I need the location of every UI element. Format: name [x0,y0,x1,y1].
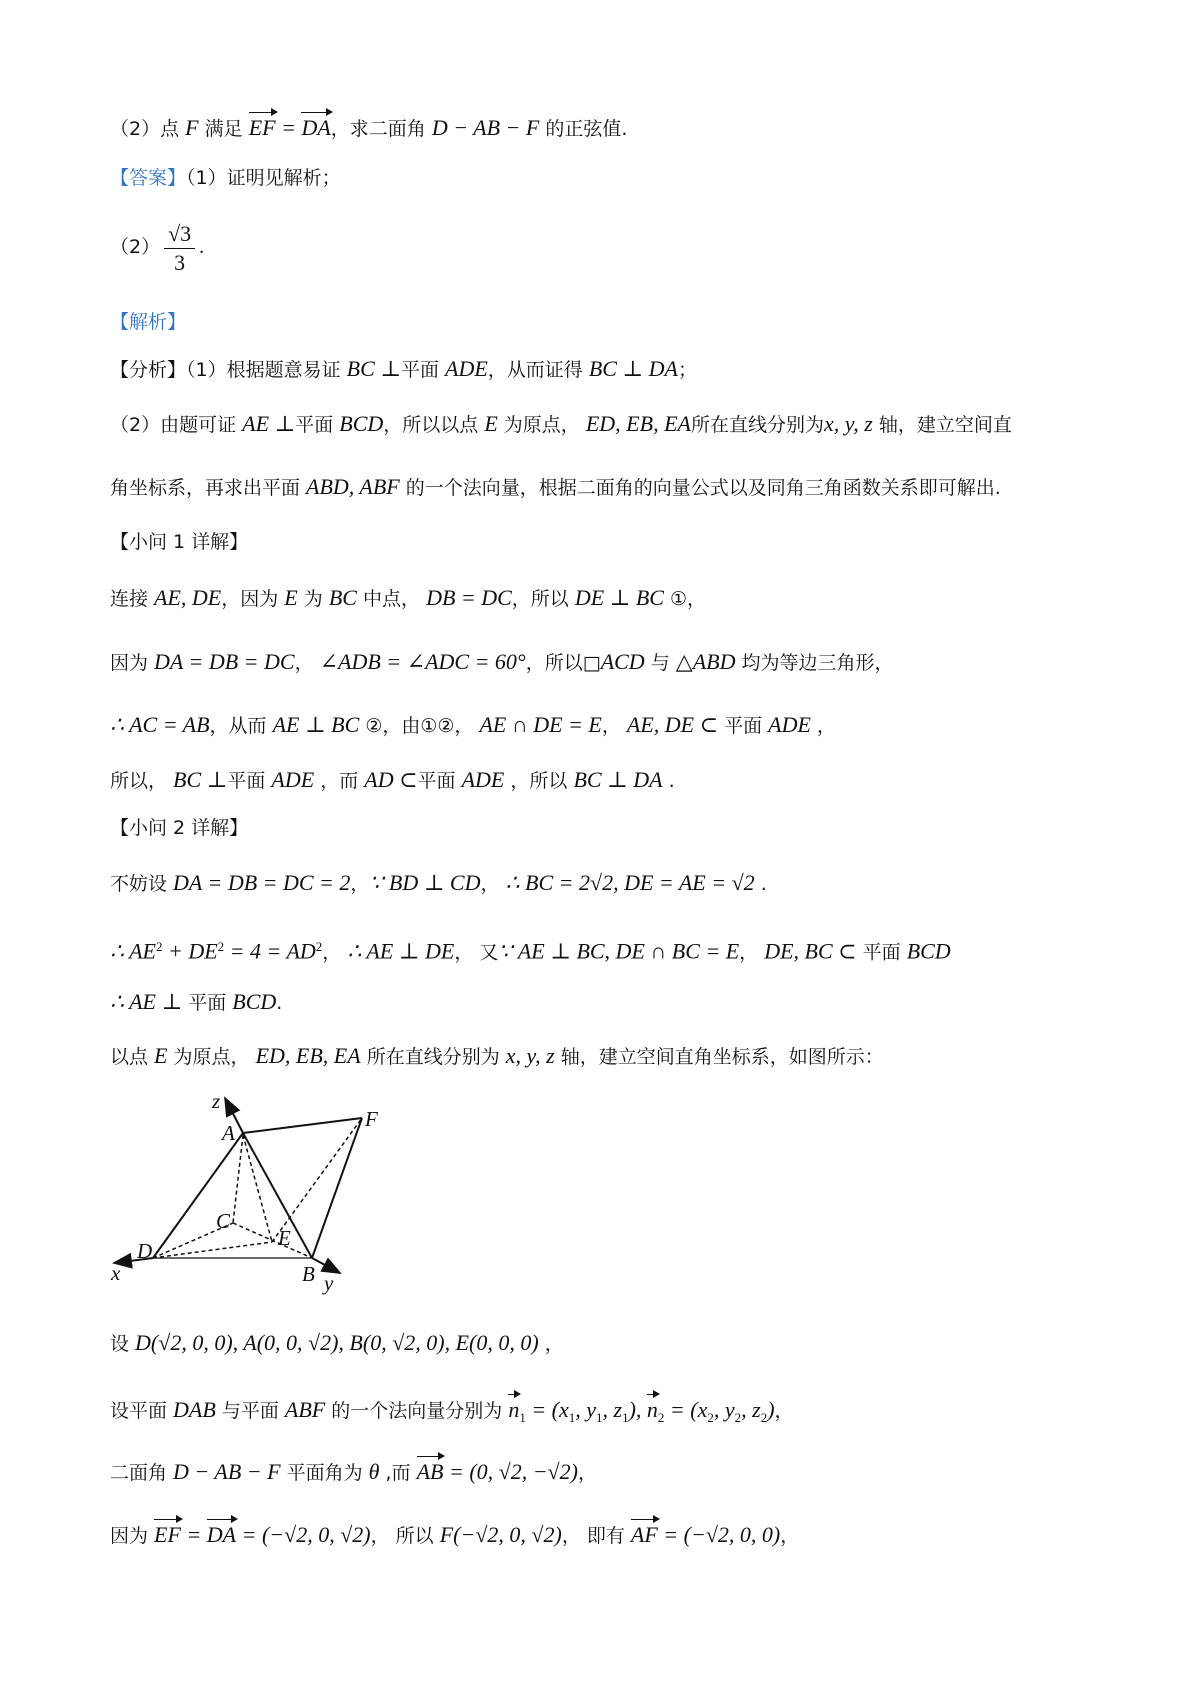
text-segment: ，求二面角 [330,118,432,140]
text-segment: 1 [596,1410,603,1425]
text-segment: . [662,770,675,792]
text-segment: 2 [657,1410,665,1425]
text-segment: ， [577,1462,597,1484]
text-segment: = 4 = AD [224,938,316,964]
text-segment: BCD [339,411,384,436]
text-segment: ， [322,941,348,964]
text-segment: , y [575,1397,597,1422]
text-segment: ADE [271,767,315,792]
text-segment: 所在直线分别为 [360,1046,506,1068]
edge-AB [243,1133,312,1258]
label-F: F [365,1107,378,1131]
subquestion-1-heading [110,528,248,556]
text-segment: 2 [217,939,225,954]
solution-line-3 [110,988,282,1017]
text-segment: ，所以□ [525,652,601,674]
text-segment: = [180,1522,207,1547]
question-part-2 [110,110,627,143]
vector-text: AB [417,1454,444,1486]
text-segment: ，而 [314,770,365,792]
text-segment: ，所以以点 [383,414,485,436]
text-segment: ①， [663,588,707,610]
text-segment: AE ∩ DE = E [479,712,602,737]
text-segment: 以点 [110,1046,155,1068]
text-segment: ， [780,1525,800,1547]
text-segment: D(√2, 0, 0), A(0, 0, √2), B(0, √2, 0), E(0, 0, 0) [135,1330,539,1355]
text-segment: 2 [734,1410,742,1425]
edge-DC [153,1223,233,1258]
text-segment: ,而 [379,1462,417,1484]
text-segment: （2）点 [110,118,186,140]
text-segment: ED, EB, EA [255,1043,361,1068]
text-segment: ， [294,652,320,674]
text-segment: D − AB − F [173,1459,281,1484]
label-D: D [137,1239,153,1263]
label-A: A [222,1121,235,1145]
proof-line-1 [110,584,706,613]
text-segment: ，从而证得 [487,359,589,381]
label-E: E [278,1226,291,1250]
text-segment: 2 [760,1410,768,1425]
text-segment: 的正弦值. [539,118,628,140]
text-segment: ，所以 [511,588,575,610]
text-segment: , z [741,1397,761,1422]
text-segment: DE ⊥ BC [574,585,664,610]
text-segment: = (−√2, 0, √2) [236,1522,371,1547]
vector-text: DA [301,110,330,142]
text-segment: BCD [906,938,951,964]
vector-AB-line [110,1454,597,1487]
edge-DE [153,1242,272,1258]
vector-text: DA [207,1517,236,1549]
text-segment: ), [628,1397,647,1422]
solution-heading [110,308,186,336]
label-B: B [302,1262,315,1286]
text-segment: 平面 [718,715,769,737]
text-segment: （1）证明见解析； [186,167,341,189]
label-C: C [216,1209,231,1233]
solution-line-1 [110,869,767,898]
text-segment: ABD, ABF [306,474,400,499]
analysis-line-2 [110,410,1012,439]
coordinates-line [110,1329,564,1358]
text-segment: ， [810,715,836,737]
vector-text: EF [154,1517,181,1549]
text-segment: 为原点， [497,414,586,436]
text-segment: 平面 [856,941,907,964]
text-segment: 因为 [110,652,155,674]
text-segment: 【解析】 [110,311,187,333]
text-segment: ∴ AE [110,938,156,964]
answer-line [110,164,341,192]
vector-text: EF [249,110,276,142]
text-segment: BC [328,585,357,610]
text-segment: AE ⊥ [242,411,296,436]
text-segment: 连接 [110,588,155,610]
normal-vectors-line [110,1392,794,1432]
z-axis [225,1098,243,1133]
text-segment: ∴ AE ⊥ [110,989,183,1014]
text-segment: = (−√2, 0, 0) [657,1522,781,1547]
text-segment: E [154,1043,168,1068]
text-segment: AE ⊥ BC [272,712,360,737]
text-segment: BC ⊥ [173,767,228,792]
text-segment: x, y, z [505,1043,555,1068]
text-segment: F [185,115,199,140]
text-segment: ∴ AE ⊥ DE [347,938,455,964]
text-segment: ，因为 [221,588,285,610]
text-segment: ； [677,359,697,381]
text-segment: 平面 [400,359,445,381]
text-segment: 与 [644,652,676,674]
text-segment: AE, DE ⊂ [626,712,719,737]
edge-CB [233,1223,312,1258]
solution-line-2 [110,933,951,967]
text-segment: 为 [297,588,329,610]
text-segment: BCD [232,989,277,1014]
text-segment: DAB [173,1397,216,1422]
text-segment: θ [368,1459,380,1484]
text-segment: ADE [461,767,505,792]
analysis-line-1 [110,355,697,384]
text-segment: 因为 [110,1525,155,1547]
text-segment: ACD [600,649,645,674]
text-segment: ②，由①②， [359,715,480,737]
text-segment: BC ⊥ DA [573,767,663,792]
text-segment: 2 [315,939,323,954]
text-segment: ， 所以 [370,1525,440,1547]
text-segment: 所以， [110,770,174,792]
text-segment: = (0, √2, −√2) [443,1459,578,1484]
text-segment: ED, EB, EA [585,411,691,436]
text-segment: ∴ AC = AB [110,712,210,737]
text-segment: 平面 [417,770,462,792]
text-segment: 的一个法向量分别为 [325,1400,509,1422]
text-segment: ， 即有 [561,1525,631,1547]
text-segment: 平面 [227,770,272,792]
fraction-numerator: √3 [164,220,195,249]
text-segment: AD ⊂ [364,767,418,792]
text-segment: = (x [525,1397,569,1422]
text-segment: 【答案】 [110,167,187,189]
label-z: z [212,1089,221,1113]
vector-AF-line [110,1517,799,1550]
text-segment: BC ⊥ [346,356,401,381]
answer-suffix: . [199,236,205,259]
text-segment: DA = DB = DC = 2 [173,870,351,895]
text-segment: 1 [568,1410,576,1425]
text-segment: 轴，建立空间直角坐标系，如图所示： [554,1046,884,1068]
text-segment: , y [713,1397,735,1422]
text-segment: 平面 [295,414,340,436]
vector-text: n [508,1392,519,1424]
text-segment: E [484,411,498,436]
text-segment: x, y, z [823,411,873,436]
text-segment: 不妨设 [110,873,174,895]
text-segment: 平面角为 [280,1462,369,1484]
text-segment: ，所以 [504,770,574,792]
text-segment: ， 又 [454,941,499,964]
text-segment: BC ⊥ DA [588,356,678,381]
text-segment: ， [350,873,370,895]
edge-EF [272,1118,362,1242]
text-segment: ∴ BC = 2√2, DE = AE = √2 [505,870,755,895]
text-segment: ∵ BD ⊥ CD [369,870,481,895]
text-segment: 中点， [356,588,427,610]
text-segment: （2）由题可证 [110,414,243,436]
text-segment: 与平面 [215,1400,285,1422]
text-segment: 角坐标系，再求出平面 [110,477,307,499]
vector-text: n [647,1392,658,1424]
text-segment: ADE [768,712,811,737]
text-segment: △ABD [675,649,736,674]
analysis-line-3 [110,473,1001,502]
solution-line-4 [110,1042,884,1071]
text-segment: 二面角 [110,1462,174,1484]
text-segment: ， [739,941,765,964]
edge-AD [153,1133,243,1258]
subquestion-2-heading [110,814,248,842]
x-axis [114,1258,153,1263]
proof-line-2 [110,648,894,677]
text-segment: AE, DE [154,585,222,610]
text-segment: ∠ADB = ∠ADC = 60° [319,649,526,674]
text-segment: 轴，建立空间直 [872,414,1012,436]
proof-line-4 [110,766,675,795]
answer-prefix: （2） [110,236,161,259]
text-segment: 【小问 1 详解】 [110,531,249,553]
label-x: x [111,1261,121,1285]
edge-AF [243,1118,362,1133]
text-segment: ABF [284,1397,326,1422]
text-segment: 均为等边三角形， [735,652,894,674]
vector-text: AF [631,1517,658,1549]
text-segment: ) [767,1397,775,1422]
text-segment: DE, BC ⊂ [764,938,857,964]
text-segment: 【小问 2 详解】 [110,817,249,839]
text-segment: ，从而 [209,715,273,737]
text-segment: 设 [110,1333,136,1355]
text-segment: . [276,992,283,1014]
text-segment: 1 [622,1410,629,1425]
text-segment: DB = DC [426,585,512,610]
label-y: y [324,1271,334,1295]
text-segment: ADE [445,356,488,381]
text-segment: 【分析】（1）根据题意易证 [110,359,347,381]
text-segment: 设平面 [110,1400,174,1422]
text-segment: 2 [707,1410,714,1425]
text-segment: 所在直线分别为 [690,414,824,436]
text-segment: D − AB − F [431,115,540,140]
edge-FB [312,1118,362,1258]
text-segment: 平面 [182,992,233,1014]
text-segment: 1 [519,1410,526,1425]
text-segment: ∵ AE ⊥ BC, DE ∩ BC = E [498,938,740,964]
text-segment: DA = DB = DC [154,649,295,674]
y-axis [312,1258,340,1273]
edge-AE [243,1135,272,1242]
text-segment: ， [774,1400,794,1422]
fraction-denominator: 3 [174,250,186,275]
text-segment: 满足 [198,118,249,140]
text-segment: , z [602,1397,623,1422]
text-segment: F(−√2, 0, √2) [439,1522,562,1547]
text-segment: 2 [155,939,163,954]
text-segment: E [284,585,298,610]
proof-line-3 [110,711,836,740]
text-segment: ， [480,873,506,895]
text-segment: 为原点， [167,1046,256,1068]
text-segment: . [754,873,767,895]
fraction [164,220,195,277]
text-segment: ， [538,1333,564,1355]
text-segment: + DE [162,938,218,964]
text-segment: ， [601,715,627,737]
text-segment: = [275,115,302,140]
edge-AC [233,1135,243,1223]
answer-part-2 [110,220,204,277]
text-segment: 的一个法向量，根据二面角的向量公式以及同角三角函数关系即可解出. [399,477,1001,499]
text-segment: = (x [664,1397,708,1422]
